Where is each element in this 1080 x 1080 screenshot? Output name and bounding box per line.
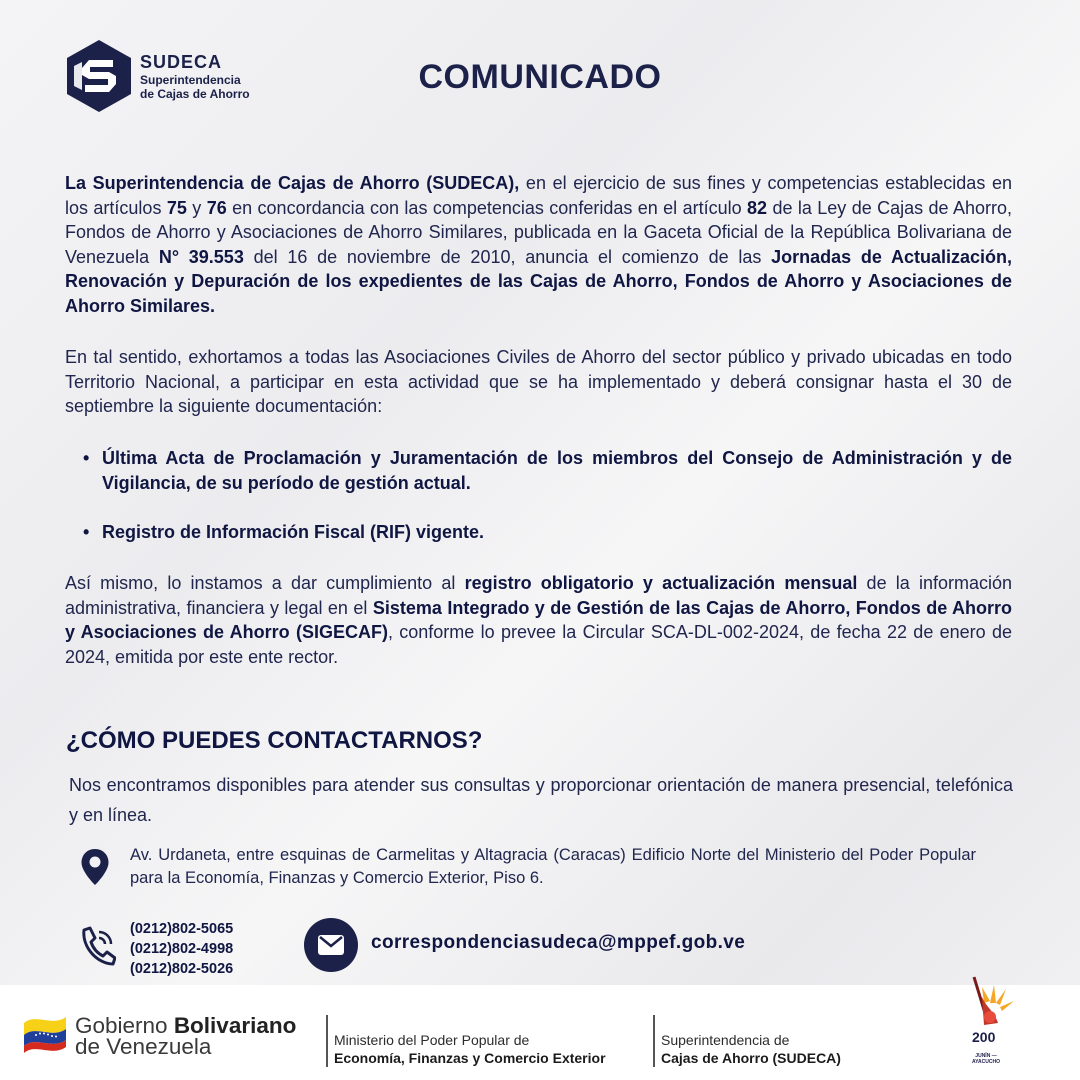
contact-heading: ¿CÓMO PUEDES CONTACTARNOS? [66,727,483,754]
document-list [65,520,1012,545]
divider [326,1015,328,1067]
address: Av. Urdaneta, entre esquinas de Carmelitas y Altagracia (Caracas) Edificio Norte del Ministerio del Poder Popular para la Economía, Finanzas y Comercio Exterior, Piso 6. [130,846,976,887]
email-address[interactable]: correspondenciasudeca@mppef.gob.ve [371,932,746,953]
event-name: Jornadas de Actualización, Renovación y Depuración de los expedientes de las Cajas de Ahorro, Fondos de Ahorro y Asociaciones de Ahorro Similares. [65,246,1012,316]
page-title: COMUNICADO [418,58,662,96]
bicentennial-number: 200 [972,1029,996,1045]
gov-text: de Venezuela [75,1034,212,1059]
phone-number[interactable]: (0212)802-5026 [130,961,234,977]
phone-icon [78,926,116,966]
contact-text: Nos encontramos disponibles para atender sus consultas y proporcionar orientación de manera presencial, telefónica y en línea. [69,775,1013,825]
sup-line-strong: Cajas de Ahorro (SUDECA) [661,1050,841,1066]
list-item: • Última Acta de Proclamación y Juramentación de los miembros del Consejo de Administración y de Vigilancia, de su período de gestión actual. [65,446,1012,495]
phone-number[interactable]: (0212)802-5065 [130,921,234,937]
phone-number[interactable]: (0212)802-4998 [130,941,234,957]
ministry-label [334,1031,606,1067]
gov-text-strong: Bolivariano [173,1013,297,1038]
article-number: 82 [747,197,768,218]
text-span: de la información administrativa, financiera y legal en el [65,573,1012,618]
ministry-line: Ministerio del Poder Popular de [334,1032,530,1048]
location-pin-icon [80,848,110,886]
government-label [75,1015,296,1057]
venezuela-flag-icon [22,1009,68,1053]
paragraph-announcement [65,171,1012,319]
text-span: en el ejercicio de sus fines y competencias establecidas en los artículos [65,173,1012,218]
mail-button [304,918,358,972]
mail-icon [317,934,345,956]
paragraph-exhortation: En tal sentido, exhortamos a todas las Asociaciones Civiles de Ahorro del sector público y privado ubicadas en todo Territorio Nacional, a participar en esta actividad que se ha implementado y deberá consignar hasta el 30 de septiembre la siguiente documentación: [65,347,1012,417]
registry-highlight: registro obligatorio y actualización mensual [464,573,858,593]
article-number: 75 [166,197,187,218]
entity-name: La Superintendencia de Cajas de Ahorro (SUDECA), [65,173,520,193]
article-number: 76 [206,197,227,218]
text-span: Así mismo, lo instamos a dar cumplimiento al [65,573,465,593]
sup-line: Superintendencia de [661,1032,790,1048]
gov-text: Gobierno [75,1013,174,1038]
superintendency-label [661,1031,841,1067]
text-span: , conforme lo prevee la Circular SCA-DL-002-2024, de fecha 22 de enero de 2024, emitida por este ente rector. [65,622,1013,667]
document-list [65,446,1012,495]
ministry-line-strong: Economía, Finanzas y Comercio Exterior [334,1050,606,1066]
paragraph-registry [65,571,1012,669]
divider [653,1015,655,1067]
footer [0,985,1080,1080]
phone-list [130,919,233,979]
gazette-number: N° 39.553 [158,246,244,267]
text-span: de la Ley de Cajas de Ahorro, Fondos de Ahorro y Asociaciones de Ahorro Similares, publicada en la Gaceta Oficial de la República Bolivariana de Venezuela [65,197,1013,267]
bicentennial-place: JUNÍN — AYACUCHO [972,1053,1000,1065]
system-name: Sistema Integrado y de Gestión de las Cajas de Ahorro, Fondos de Ahorro y Asociaciones de Ahorro (SIGECAF) [65,597,1012,643]
logo-subtitle: Superintendencia de Cajas de Ahorro [140,73,250,101]
text-span: y [186,197,207,218]
text-span: del 16 de noviembre de 2010, anuncia el comienzo de las [243,246,772,267]
list-item: • Registro de Información Fiscal (RIF) vigente. [65,520,1012,545]
logo-title: SUDECA [140,52,223,72]
text-span: en concordancia con las competencias conferidas en el artículo [226,197,748,218]
